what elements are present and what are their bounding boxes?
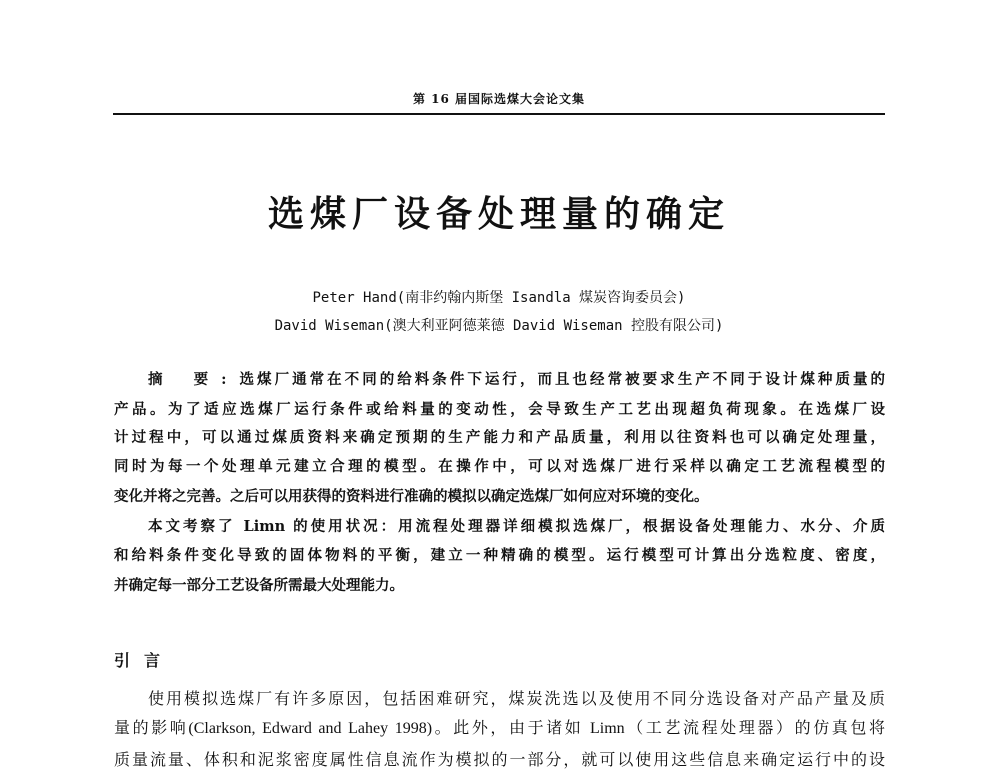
abstract-line: 计过程中，可以通过煤质资料来确定预期的生产能力和产品质量，利用以往资料也可以确定处理量， — [114, 429, 885, 446]
author-line: David Wiseman(澳大利亚阿德莱德 David Wiseman 控股有限公司) — [274, 318, 724, 334]
header-rule — [113, 113, 885, 115]
abstract-line: 并确定每一部分工艺设备所需最大处理能力。 — [114, 577, 404, 594]
abstract-label: 摘 要: — [148, 371, 237, 388]
abstract-line: 同时为每一个处理单元建立合理的模型。在操作中，可以对选煤厂进行采样以确定工艺流程模型的 — [114, 458, 885, 475]
body-line: 使用模拟选煤厂有许多原因，包括困难研究，煤炭洗选以及使用不同分选设备对产品产量及质 — [148, 691, 885, 708]
section-heading: 引言 — [114, 651, 175, 670]
body-line: 量的影响(Clarkson, Edward and Lahey 1998)。此外，由于诸如 Limn（工艺流程处理器）的仿真包将 — [114, 720, 885, 737]
author-line: Peter Hand(南非约翰内斯堡 Isandla 煤炭咨询委员会) — [312, 290, 686, 306]
abstract-line: 产品。为了适应选煤厂运行条件或给料量的变动性，会导致生产工艺出现超负荷现象。在选煤厂设 — [114, 401, 885, 418]
abstract-line: 本文考察了 Limn 的使用状况：用流程处理器详细模拟选煤厂，根据设备处理能力、水分、介质 — [148, 518, 885, 535]
abstract-line: 和给料条件变化导致的固体物料的平衡，建立一种精确的模型。运行模型可计算出分选粒度、密度， — [114, 547, 885, 564]
paper-title: 选煤厂设备处理量的确定 — [267, 193, 730, 235]
abstract-line: 摘 要:选煤厂通常在不同的给料条件下运行，而且也经常被要求生产不同于设计煤种质量的 — [148, 371, 885, 388]
abstract-line: 变化并将之完善。之后可以用获得的资料进行准确的模拟以确定选煤厂如何应对环境的变化。 — [114, 488, 709, 505]
body-line: 质量流量、体积和泥浆密度属性信息流作为模拟的一部分，就可以使用这些信息来确定运行中的设 — [114, 752, 885, 769]
running-header: 第 16 届国际选煤大会论文集 — [412, 92, 586, 106]
